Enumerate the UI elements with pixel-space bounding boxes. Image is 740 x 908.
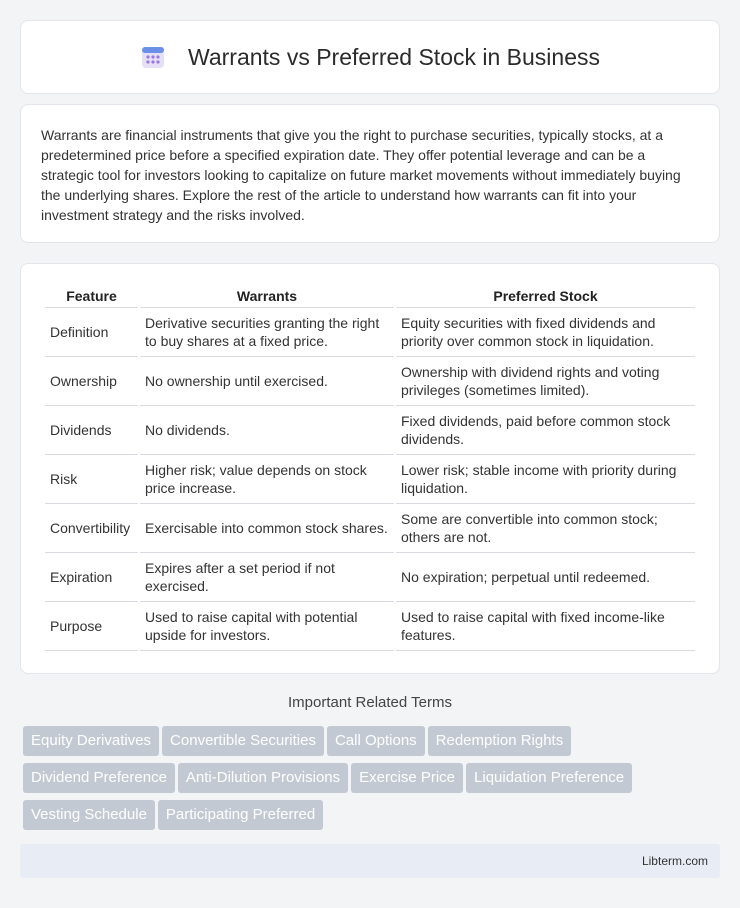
page-title: Warrants vs Preferred Stock in Business	[187, 43, 600, 70]
related-term-tag[interactable]: Exercise Price	[351, 763, 463, 793]
table-row	[45, 504, 695, 553]
calendar-icon	[140, 44, 166, 70]
feature-cell: Purpose	[45, 602, 138, 651]
footer-source-link[interactable]: Libterm.com	[641, 854, 708, 868]
preferred-stock-cell: Some are convertible into common stock; others are not.	[396, 504, 695, 553]
related-term-tag[interactable]: Participating Preferred	[158, 800, 323, 830]
preferred-stock-cell: Lower risk; stable income with priority during liquidation.	[396, 455, 695, 504]
warrants-cell: Used to raise capital with potential upside for investors.	[140, 602, 394, 651]
table-row	[45, 308, 695, 357]
table-header-row	[45, 284, 695, 308]
related-term-tag[interactable]: Vesting Schedule	[23, 800, 155, 830]
column-header-warrants: Warrants	[140, 284, 394, 308]
related-term-tag[interactable]: Anti-Dilution Provisions	[178, 763, 348, 793]
warrants-cell: Higher risk; value depends on stock price increase.	[140, 455, 394, 504]
warrants-cell: Expires after a set period if not exercised.	[140, 553, 394, 602]
feature-cell: Definition	[45, 308, 138, 357]
warrants-cell: Derivative securities granting the right to buy shares at a fixed price.	[140, 308, 394, 357]
preferred-stock-cell: Used to raise capital with fixed income-like features.	[396, 602, 695, 651]
related-term-tag[interactable]: Dividend Preference	[23, 763, 175, 793]
related-term-tag[interactable]: Call Options	[327, 726, 425, 756]
comparison-table	[43, 284, 697, 651]
table-row	[45, 406, 695, 455]
feature-cell: Risk	[45, 455, 138, 504]
table-row	[45, 357, 695, 406]
table-row	[45, 455, 695, 504]
feature-cell: Ownership	[45, 357, 138, 406]
feature-cell: Convertibility	[45, 504, 138, 553]
intro-card	[20, 104, 720, 243]
column-header-preferred-stock: Preferred Stock	[396, 284, 695, 308]
related-term-tag[interactable]: Equity Derivatives	[23, 726, 159, 756]
footer	[20, 844, 720, 878]
comparison-table-card	[20, 263, 720, 674]
header-card	[20, 20, 720, 94]
warrants-cell: No dividends.	[140, 406, 394, 455]
related-terms-list	[23, 726, 723, 837]
warrants-cell: No ownership until exercised.	[140, 357, 394, 406]
table-row	[45, 602, 695, 651]
feature-cell: Expiration	[45, 553, 138, 602]
column-header-feature: Feature	[45, 284, 138, 308]
related-term-tag[interactable]: Convertible Securities	[162, 726, 324, 756]
related-term-tag[interactable]: Liquidation Preference	[466, 763, 632, 793]
preferred-stock-cell: No expiration; perpetual until redeemed.	[396, 553, 695, 602]
warrants-cell: Exercisable into common stock shares.	[140, 504, 394, 553]
preferred-stock-cell: Fixed dividends, paid before common stock dividends.	[396, 406, 695, 455]
intro-text: Warrants are financial instruments that give you the right to purchase securities, typically stocks, at a predetermined price before a specified expiration date. They offer potential leverage and can be a strategic tool for investors looking to capitalize on future market movements without immediately buying the underlying shares. Explore the rest of the article to understand how warrants can fit into your investment strategy and the risks involved.	[41, 127, 681, 223]
feature-cell: Dividends	[45, 406, 138, 455]
preferred-stock-cell: Ownership with dividend rights and voting privileges (sometimes limited).	[396, 357, 695, 406]
related-term-tag[interactable]: Redemption Rights	[428, 726, 572, 756]
table-row	[45, 553, 695, 602]
preferred-stock-cell: Equity securities with fixed dividends and priority over common stock in liquidation.	[396, 308, 695, 357]
related-terms-title: Important Related Terms	[288, 694, 452, 711]
